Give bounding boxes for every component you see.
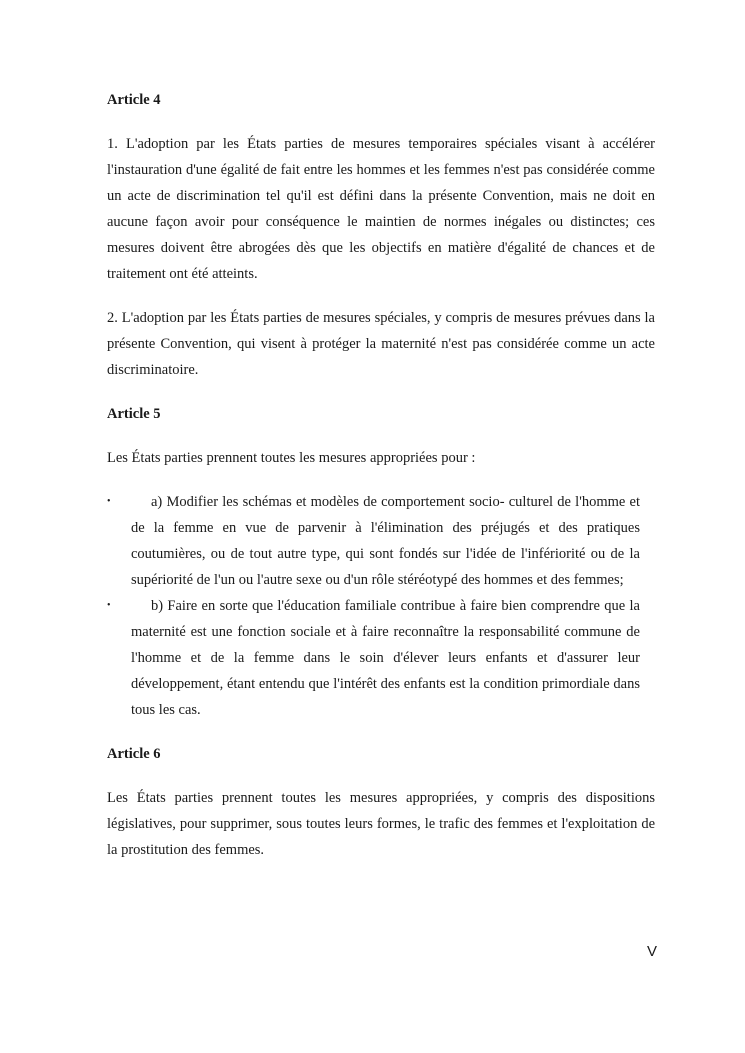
article-6-heading: Article 6 xyxy=(107,746,161,762)
list-item xyxy=(107,593,655,723)
article-6-paragraph-1: Les États parties prennent toutes les mesures appropriées, y compris des dispositions législatives, pour supprimer, sous toutes leurs formes, le trafic des femmes et l'exploitation de la prostitution des femmes. xyxy=(107,790,655,858)
document-body xyxy=(107,87,655,881)
article-5-list xyxy=(107,489,655,723)
bullet-icon: • xyxy=(107,600,111,611)
page-number: V xyxy=(647,943,658,960)
article-5-heading: Article 5 xyxy=(107,406,161,422)
article-5-intro: Les États parties prennent toutes les mesures appropriées pour : xyxy=(107,450,476,466)
list-item-text: b) Faire en sorte que l'éducation familiale contribue à faire bien comprendre que la maternité est une fonction sociale et à faire reconnaître la responsabilité commune de l'homme et de la femme dans le soin d'élever leurs enfants et d'assurer leur développement, étant entendu que l'intérêt des enfants est la condition primordiale dans tous les cas. xyxy=(131,598,640,718)
list-item-text: a) Modifier les schémas et modèles de comportement socio- culturel de l'homme et de la femme en vue de parvenir à l'élimination des préjugés et des pratiques coutumières, ou de tout autre type, qui sont fondés sur l'idée de l'infériorité ou de la supériorité de l'un ou l'autre sexe ou d'un rôle stéréotypé des hommes et des femmes; xyxy=(131,494,640,588)
list-item xyxy=(107,489,655,593)
article-4-heading: Article 4 xyxy=(107,92,161,108)
article-4-paragraph-1: 1. L'adoption par les États parties de mesures temporaires spéciales visant à accélérer l'instauration d'une égalité de fait entre les hommes et les femmes n'est pas considérée comme un acte de discrimination tel qu'il est défini dans la présente Convention, mais ne doit en aucune façon avoir pour conséquence le maintien de normes inégales ou distinctes; ces mesures doivent être abrogées dès que les objectifs en matière d'égalité de chances et de traitement ont été atteints. xyxy=(107,136,655,282)
article-4-paragraph-2: 2. L'adoption par les États parties de mesures spéciales, y compris de mesures prévues dans la présente Convention, qui visent à protéger la maternité n'est pas considérée comme un acte discriminatoire. xyxy=(107,310,655,378)
bullet-icon: • xyxy=(107,496,111,507)
